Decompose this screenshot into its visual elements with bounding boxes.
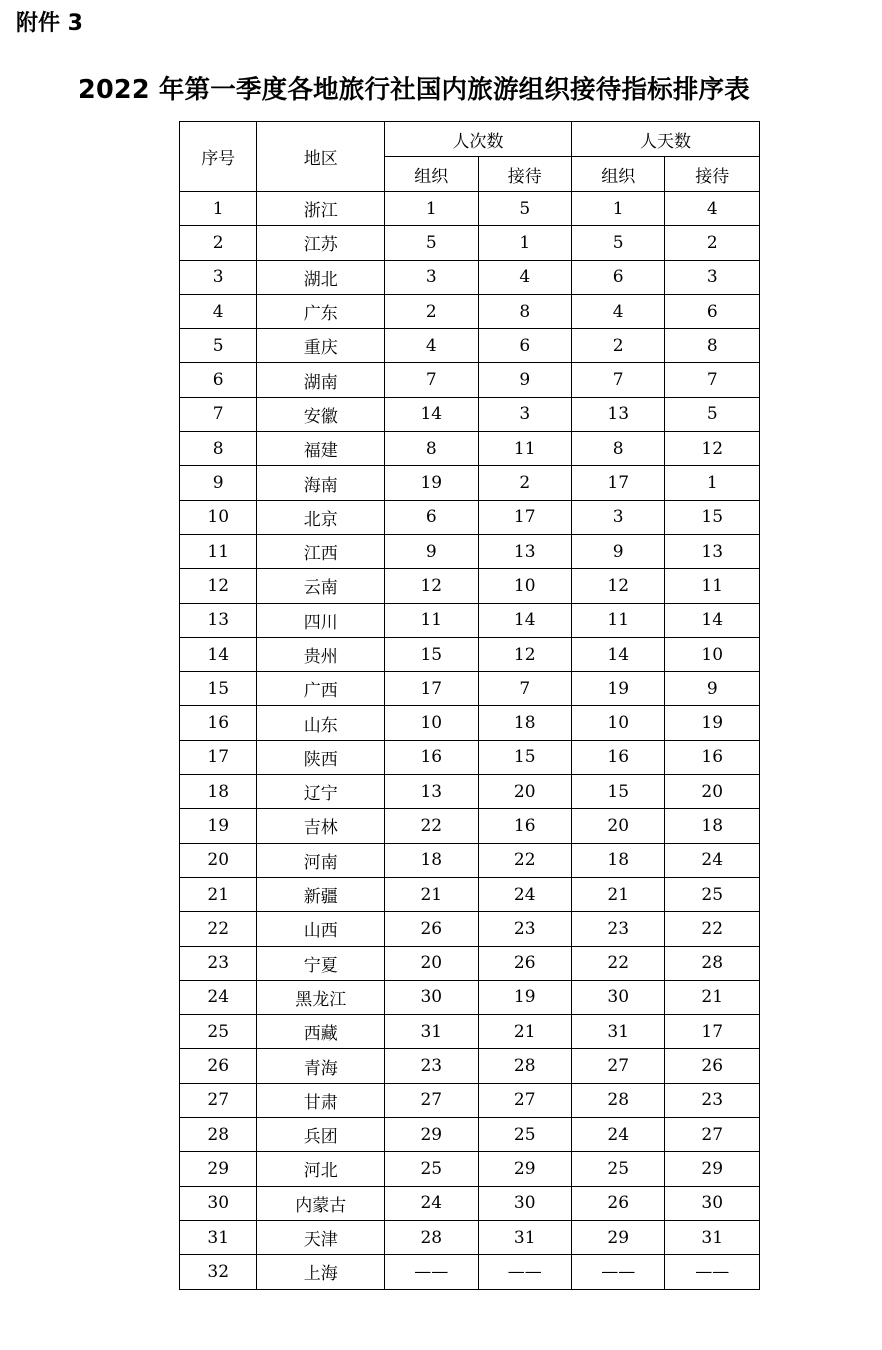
table-row — [180, 534, 760, 568]
table-row — [180, 740, 760, 774]
cell-region: 河北 — [257, 1152, 385, 1186]
cell-times-receive: 11 — [478, 432, 571, 466]
header-times-receive: 接待 — [478, 157, 571, 192]
cell-times-organize: 1 — [385, 192, 478, 226]
cell-times-organize: 16 — [385, 740, 478, 774]
cell-days-organize: 25 — [571, 1152, 664, 1186]
cell-days-receive: 8 — [665, 329, 760, 363]
ranking-table — [179, 121, 760, 1290]
cell-index: 27 — [180, 1083, 257, 1117]
table-row — [180, 466, 760, 500]
header-days-receive: 接待 — [665, 157, 760, 192]
table-row — [180, 432, 760, 466]
cell-region: 安徽 — [257, 397, 385, 431]
cell-index: 20 — [180, 843, 257, 877]
cell-region: 江西 — [257, 534, 385, 568]
cell-index: 15 — [180, 672, 257, 706]
cell-region: 四川 — [257, 603, 385, 637]
cell-region: 天津 — [257, 1220, 385, 1254]
table-row — [180, 1083, 760, 1117]
table-row — [180, 329, 760, 363]
cell-times-organize: 12 — [385, 569, 478, 603]
cell-days-receive: 28 — [665, 946, 760, 980]
cell-times-organize: 17 — [385, 672, 478, 706]
table-row — [180, 843, 760, 877]
cell-times-receive: 24 — [478, 877, 571, 911]
cell-times-organize: —— — [385, 1255, 478, 1289]
cell-days-organize: 20 — [571, 809, 664, 843]
cell-times-organize: 25 — [385, 1152, 478, 1186]
cell-days-organize: 13 — [571, 397, 664, 431]
cell-region: 吉林 — [257, 809, 385, 843]
cell-index: 26 — [180, 1049, 257, 1083]
cell-region: 宁夏 — [257, 946, 385, 980]
cell-region: 西藏 — [257, 1015, 385, 1049]
page-title: 2022 年第一季度各地旅行社国内旅游组织接待指标排序表 — [78, 75, 750, 105]
cell-days-organize: 3 — [571, 500, 664, 534]
cell-index: 6 — [180, 363, 257, 397]
cell-days-organize: 15 — [571, 775, 664, 809]
cell-days-organize: 22 — [571, 946, 664, 980]
cell-times-receive: 12 — [478, 637, 571, 671]
cell-times-organize: 27 — [385, 1083, 478, 1117]
cell-region: 陕西 — [257, 740, 385, 774]
cell-days-organize: —— — [571, 1255, 664, 1289]
cell-region: 广东 — [257, 294, 385, 328]
cell-index: 14 — [180, 637, 257, 671]
cell-index: 30 — [180, 1186, 257, 1220]
table-row — [180, 1152, 760, 1186]
cell-days-receive: 13 — [665, 534, 760, 568]
cell-times-receive: 25 — [478, 1118, 571, 1152]
cell-times-organize: 23 — [385, 1049, 478, 1083]
cell-region: 辽宁 — [257, 775, 385, 809]
cell-times-receive: 23 — [478, 912, 571, 946]
cell-region: 浙江 — [257, 192, 385, 226]
table-row — [180, 500, 760, 534]
cell-times-organize: 31 — [385, 1015, 478, 1049]
cell-times-organize: 19 — [385, 466, 478, 500]
cell-index: 2 — [180, 226, 257, 260]
cell-times-receive: 8 — [478, 294, 571, 328]
cell-times-receive: 9 — [478, 363, 571, 397]
cell-times-receive: 14 — [478, 603, 571, 637]
cell-region: 河南 — [257, 843, 385, 877]
table-row — [180, 1049, 760, 1083]
cell-region: 山东 — [257, 706, 385, 740]
cell-days-organize: 21 — [571, 877, 664, 911]
cell-times-organize: 20 — [385, 946, 478, 980]
cell-days-receive: 17 — [665, 1015, 760, 1049]
cell-days-organize: 24 — [571, 1118, 664, 1152]
table-row — [180, 603, 760, 637]
cell-times-organize: 11 — [385, 603, 478, 637]
cell-index: 24 — [180, 980, 257, 1014]
cell-times-receive: 15 — [478, 740, 571, 774]
cell-region: 山西 — [257, 912, 385, 946]
table-row — [180, 1220, 760, 1254]
header-index: 序号 — [180, 122, 257, 192]
cell-days-receive: 21 — [665, 980, 760, 1014]
cell-index: 11 — [180, 534, 257, 568]
cell-days-receive: 10 — [665, 637, 760, 671]
cell-days-organize: 29 — [571, 1220, 664, 1254]
cell-times-organize: 2 — [385, 294, 478, 328]
cell-region: 重庆 — [257, 329, 385, 363]
cell-index: 5 — [180, 329, 257, 363]
cell-index: 4 — [180, 294, 257, 328]
cell-times-receive: 18 — [478, 706, 571, 740]
cell-days-organize: 4 — [571, 294, 664, 328]
cell-region: 广西 — [257, 672, 385, 706]
cell-index: 12 — [180, 569, 257, 603]
cell-times-organize: 15 — [385, 637, 478, 671]
cell-times-receive: 13 — [478, 534, 571, 568]
attachment-label: 附件 3 — [16, 11, 83, 36]
table-row — [180, 809, 760, 843]
cell-region: 黑龙江 — [257, 980, 385, 1014]
cell-times-receive: 19 — [478, 980, 571, 1014]
cell-index: 23 — [180, 946, 257, 980]
cell-days-organize: 5 — [571, 226, 664, 260]
cell-times-organize: 6 — [385, 500, 478, 534]
cell-times-receive: 2 — [478, 466, 571, 500]
cell-times-organize: 26 — [385, 912, 478, 946]
cell-times-organize: 7 — [385, 363, 478, 397]
cell-region: 甘肃 — [257, 1083, 385, 1117]
cell-times-receive: —— — [478, 1255, 571, 1289]
cell-days-receive: 16 — [665, 740, 760, 774]
cell-index: 9 — [180, 466, 257, 500]
cell-region: 青海 — [257, 1049, 385, 1083]
cell-region: 云南 — [257, 569, 385, 603]
cell-times-organize: 28 — [385, 1220, 478, 1254]
cell-times-receive: 27 — [478, 1083, 571, 1117]
header-person-days: 人天数 — [571, 122, 759, 157]
cell-region: 北京 — [257, 500, 385, 534]
table-row — [180, 294, 760, 328]
cell-days-organize: 28 — [571, 1083, 664, 1117]
cell-days-receive: 15 — [665, 500, 760, 534]
table-row — [180, 226, 760, 260]
cell-times-receive: 10 — [478, 569, 571, 603]
cell-region: 湖北 — [257, 260, 385, 294]
cell-region: 湖南 — [257, 363, 385, 397]
cell-index: 21 — [180, 877, 257, 911]
table-row — [180, 260, 760, 294]
cell-days-receive: 11 — [665, 569, 760, 603]
cell-times-organize: 14 — [385, 397, 478, 431]
table-row — [180, 1015, 760, 1049]
cell-days-receive: 26 — [665, 1049, 760, 1083]
header-person-times: 人次数 — [385, 122, 572, 157]
cell-days-receive: 3 — [665, 260, 760, 294]
cell-times-organize: 10 — [385, 706, 478, 740]
table-row — [180, 192, 760, 226]
cell-region: 海南 — [257, 466, 385, 500]
cell-times-receive: 17 — [478, 500, 571, 534]
cell-days-receive: 1 — [665, 466, 760, 500]
header-region: 地区 — [257, 122, 385, 192]
cell-index: 17 — [180, 740, 257, 774]
cell-days-receive: 19 — [665, 706, 760, 740]
cell-days-receive: 27 — [665, 1118, 760, 1152]
cell-days-receive: 6 — [665, 294, 760, 328]
cell-times-organize: 9 — [385, 534, 478, 568]
cell-days-organize: 30 — [571, 980, 664, 1014]
cell-index: 3 — [180, 260, 257, 294]
cell-days-organize: 23 — [571, 912, 664, 946]
cell-index: 8 — [180, 432, 257, 466]
cell-days-organize: 12 — [571, 569, 664, 603]
cell-days-receive: 29 — [665, 1152, 760, 1186]
cell-times-receive: 6 — [478, 329, 571, 363]
cell-times-organize: 24 — [385, 1186, 478, 1220]
cell-region: 江苏 — [257, 226, 385, 260]
cell-days-receive: 20 — [665, 775, 760, 809]
table-row — [180, 946, 760, 980]
cell-days-organize: 6 — [571, 260, 664, 294]
cell-region: 新疆 — [257, 877, 385, 911]
cell-times-organize: 13 — [385, 775, 478, 809]
cell-days-receive: 9 — [665, 672, 760, 706]
cell-region: 内蒙古 — [257, 1186, 385, 1220]
cell-times-receive: 29 — [478, 1152, 571, 1186]
cell-days-organize: 2 — [571, 329, 664, 363]
cell-times-receive: 1 — [478, 226, 571, 260]
cell-times-receive: 16 — [478, 809, 571, 843]
cell-index: 22 — [180, 912, 257, 946]
cell-index: 7 — [180, 397, 257, 431]
cell-times-receive: 20 — [478, 775, 571, 809]
cell-region: 福建 — [257, 432, 385, 466]
header-days-organize: 组织 — [571, 157, 664, 192]
cell-index: 31 — [180, 1220, 257, 1254]
table-row — [180, 912, 760, 946]
cell-days-receive: 4 — [665, 192, 760, 226]
cell-index: 29 — [180, 1152, 257, 1186]
cell-times-receive: 26 — [478, 946, 571, 980]
cell-days-organize: 16 — [571, 740, 664, 774]
cell-days-receive: 18 — [665, 809, 760, 843]
cell-index: 19 — [180, 809, 257, 843]
cell-days-receive: 5 — [665, 397, 760, 431]
cell-index: 25 — [180, 1015, 257, 1049]
cell-times-organize: 8 — [385, 432, 478, 466]
cell-days-organize: 10 — [571, 706, 664, 740]
cell-days-receive: 25 — [665, 877, 760, 911]
cell-days-receive: 14 — [665, 603, 760, 637]
cell-times-receive: 3 — [478, 397, 571, 431]
table-row — [180, 363, 760, 397]
table-row — [180, 397, 760, 431]
cell-times-receive: 31 — [478, 1220, 571, 1254]
cell-times-receive: 22 — [478, 843, 571, 877]
header-times-organize: 组织 — [385, 157, 478, 192]
cell-days-receive: 24 — [665, 843, 760, 877]
cell-times-receive: 28 — [478, 1049, 571, 1083]
cell-days-receive: —— — [665, 1255, 760, 1289]
table-row — [180, 980, 760, 1014]
cell-days-organize: 7 — [571, 363, 664, 397]
cell-times-organize: 22 — [385, 809, 478, 843]
table-row — [180, 1255, 760, 1289]
table-body — [180, 192, 760, 1290]
cell-days-organize: 9 — [571, 534, 664, 568]
cell-times-organize: 3 — [385, 260, 478, 294]
cell-index: 28 — [180, 1118, 257, 1152]
table-row — [180, 1186, 760, 1220]
cell-times-receive: 7 — [478, 672, 571, 706]
cell-days-receive: 7 — [665, 363, 760, 397]
cell-times-organize: 4 — [385, 329, 478, 363]
cell-days-organize: 14 — [571, 637, 664, 671]
cell-days-organize: 17 — [571, 466, 664, 500]
cell-times-organize: 18 — [385, 843, 478, 877]
cell-region: 贵州 — [257, 637, 385, 671]
cell-region: 上海 — [257, 1255, 385, 1289]
cell-times-organize: 29 — [385, 1118, 478, 1152]
table-row — [180, 775, 760, 809]
cell-days-receive: 31 — [665, 1220, 760, 1254]
cell-days-receive: 12 — [665, 432, 760, 466]
cell-region: 兵团 — [257, 1118, 385, 1152]
table-row — [180, 877, 760, 911]
cell-days-receive: 30 — [665, 1186, 760, 1220]
cell-days-organize: 27 — [571, 1049, 664, 1083]
cell-index: 32 — [180, 1255, 257, 1289]
cell-times-organize: 21 — [385, 877, 478, 911]
cell-times-receive: 5 — [478, 192, 571, 226]
cell-times-receive: 21 — [478, 1015, 571, 1049]
table-row — [180, 706, 760, 740]
cell-times-receive: 30 — [478, 1186, 571, 1220]
table-row — [180, 637, 760, 671]
table-row — [180, 1118, 760, 1152]
cell-days-receive: 2 — [665, 226, 760, 260]
cell-days-organize: 19 — [571, 672, 664, 706]
cell-days-organize: 31 — [571, 1015, 664, 1049]
cell-days-receive: 22 — [665, 912, 760, 946]
cell-index: 18 — [180, 775, 257, 809]
table-row — [180, 672, 760, 706]
cell-days-organize: 8 — [571, 432, 664, 466]
cell-times-receive: 4 — [478, 260, 571, 294]
cell-days-organize: 1 — [571, 192, 664, 226]
cell-days-organize: 26 — [571, 1186, 664, 1220]
cell-index: 16 — [180, 706, 257, 740]
cell-index: 10 — [180, 500, 257, 534]
cell-index: 13 — [180, 603, 257, 637]
table-row — [180, 569, 760, 603]
cell-days-organize: 11 — [571, 603, 664, 637]
cell-index: 1 — [180, 192, 257, 226]
cell-days-organize: 18 — [571, 843, 664, 877]
cell-times-organize: 30 — [385, 980, 478, 1014]
cell-days-receive: 23 — [665, 1083, 760, 1117]
cell-times-organize: 5 — [385, 226, 478, 260]
